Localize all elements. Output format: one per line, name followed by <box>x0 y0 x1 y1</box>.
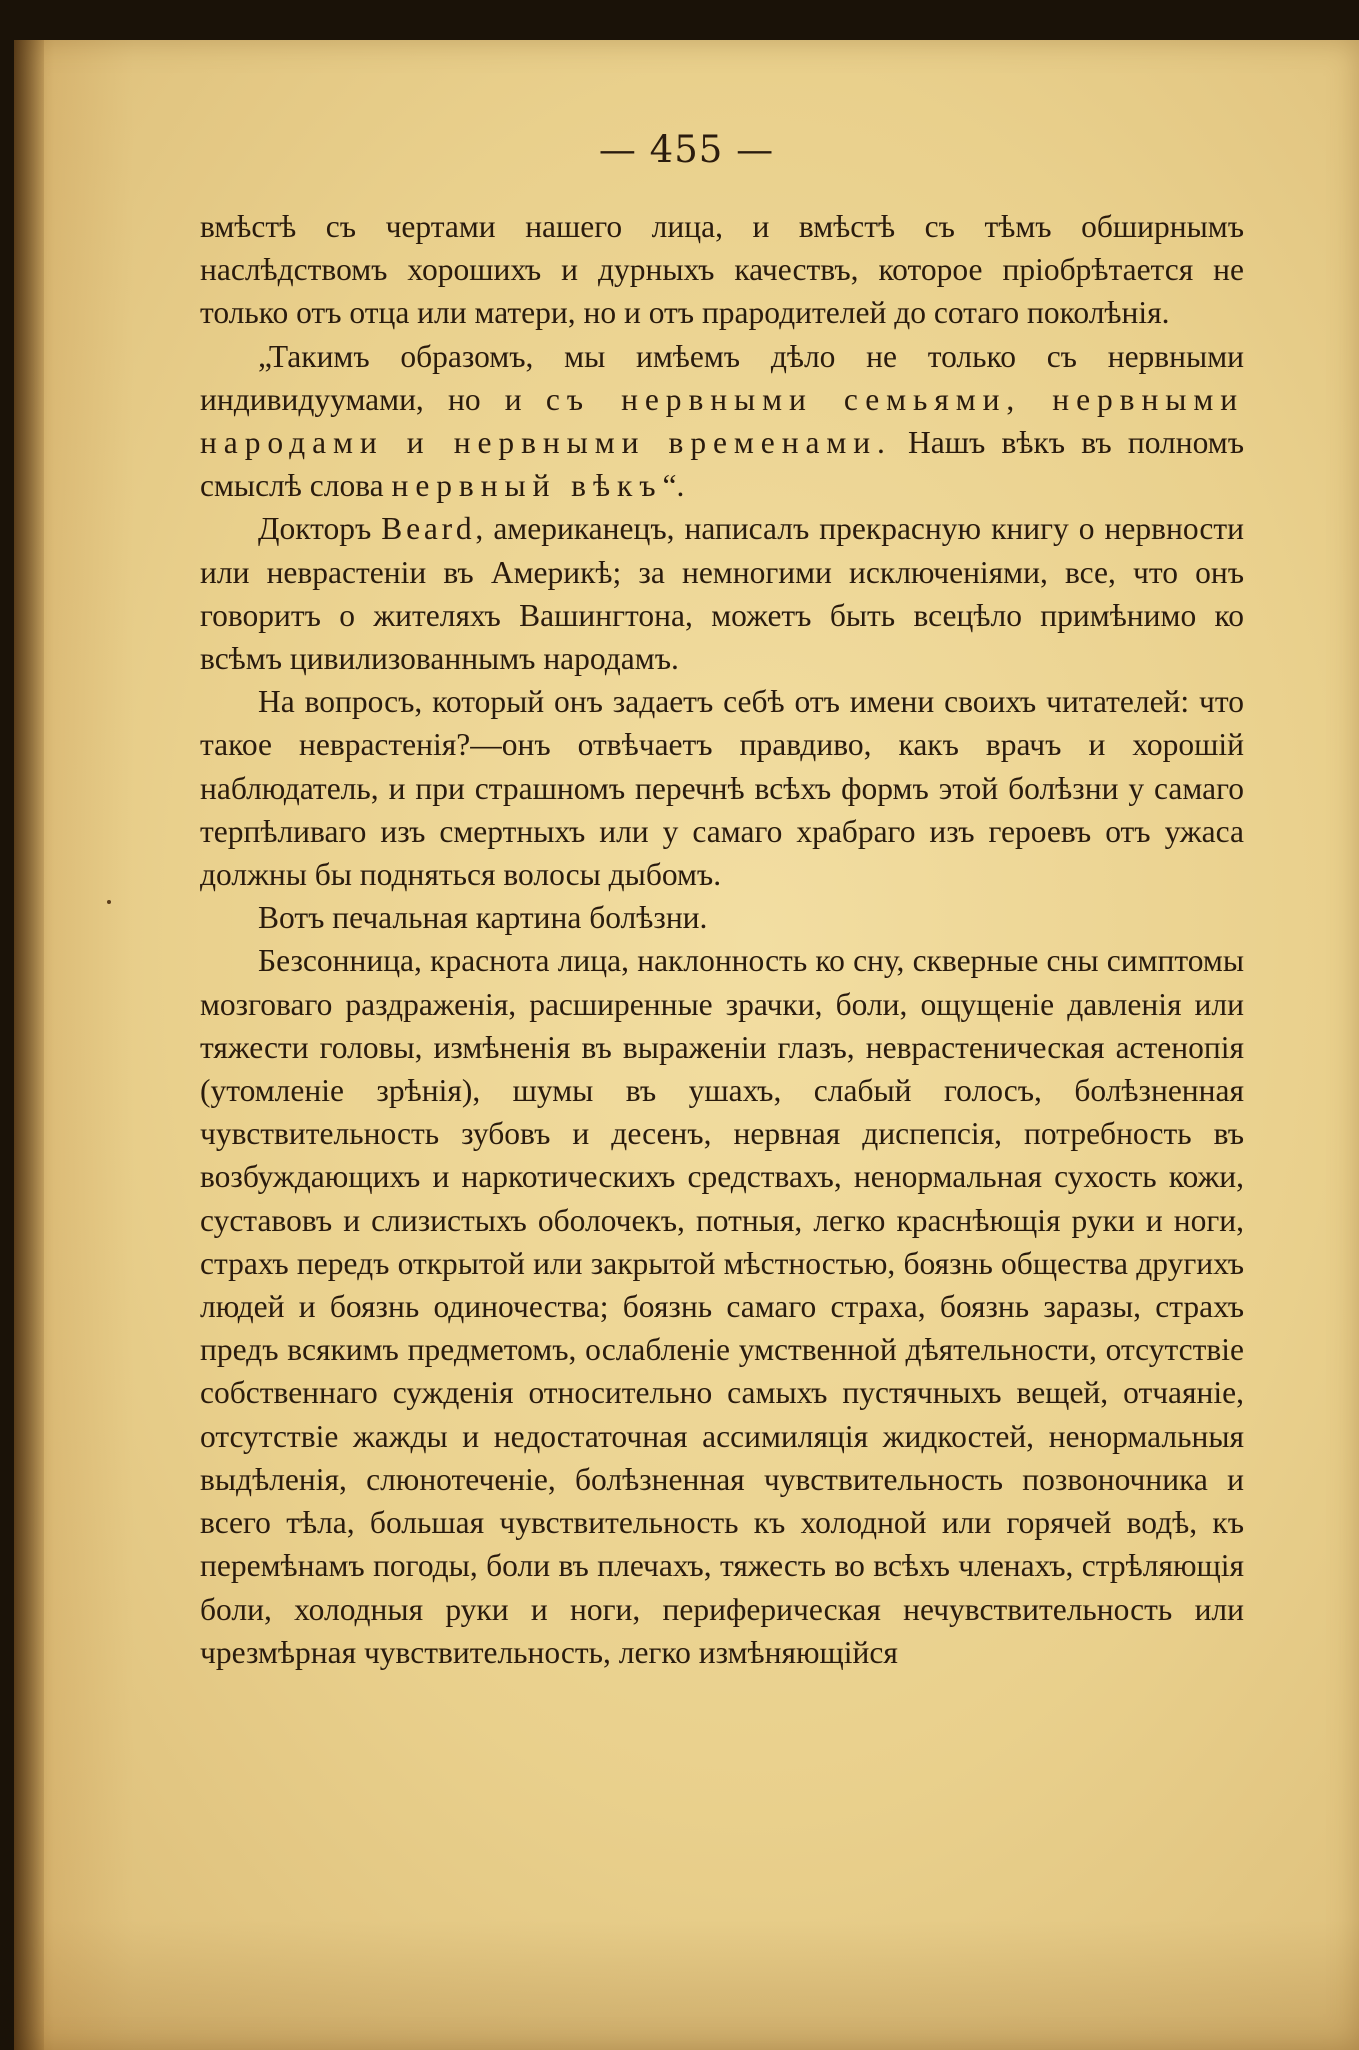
paragraph-text: Докторъ <box>258 511 382 547</box>
book-page <box>14 40 1359 2050</box>
page-spine-shadow <box>14 40 44 2050</box>
emphasized-text: нервный вѣкъ <box>391 468 663 504</box>
paragraph-text: “. <box>662 468 685 504</box>
paragraph-text: Вотъ печальная картина болѣзни. <box>258 900 708 936</box>
paragraph-text: На вопросъ, который онъ задаетъ себѣ отъ имени своихъ читателей: что такое неврастенія?—онъ отвѣчаетъ правдиво, какъ врачъ и хорошій наблюдатель, и при страшномъ перечнѣ всѣхъ формъ этой болѣзни у самаго терпѣливаго изъ смертныхъ или у самаго храбраго изъ героевъ отъ ужаса должны бы подняться волосы дыбомъ. <box>200 684 1244 893</box>
paragraph-text: , американецъ, написалъ прекрасную книгу о нервности или неврастеніи въ Америкѣ; за немногими исключеніями, все, что онъ говоритъ о жителяхъ Вашингтона, можетъ быть всецѣло примѣнимо ко всѣмъ цивилизованнымъ народамъ. <box>200 511 1245 677</box>
emphasized-text: съ нервными семьями, нервными народами и нервными временами. <box>200 381 1244 461</box>
paragraph-text: Нашъ вѣкъ въ полномъ смыслѣ слова <box>200 425 1244 504</box>
paragraph <box>200 680 1244 896</box>
paragraph <box>200 939 1244 1673</box>
page-number: — 455 — <box>598 128 775 171</box>
paragraph <box>200 507 1244 680</box>
paragraph <box>200 335 1244 508</box>
paragraph <box>200 896 1244 939</box>
body-text <box>200 205 1244 1674</box>
paragraph-text: „Такимъ образомъ, мы имѣемъ дѣло не только съ нервными индивидуумами, но и <box>200 338 1244 417</box>
paragraph-text: Безсонница, краснота лица, наклонность ко сну, скверные сны симптомы мозговаго раздраженія, расширенные зрачки, боли, ощущеніе давленія или тяжести головы, измѣненія въ выраженіи глазъ, неврастеническая астенопія (утомленіе зрѣнія), шумы въ ушахъ, слабый голосъ, болѣзненная чувствительность зубовъ и десенъ, нервная диспепсія, потребность въ возбуждающихъ и наркотическихъ средствахъ, ненормальная сухость кожи, суставовъ и слизистыхъ оболочекъ, потныя, легко краснѣющія руки и ноги, страхъ передъ открытой или закрытой мѣстностью, боязнь общества другихъ людей и боязнь одиночества; боязнь самаго страха, боязнь заразы, страхъ предъ всякимъ предметомъ, ослабленіе умственной дѣятельности, отсутствіе собственнаго сужденія относительно самыхъ пустячныхъ вещей, отчаяніе, отсутствіе жажды и недостаточная ассимиляція жидкостей, ненормальныя выдѣленія, слюнотеченіе, болѣзненная чувствительность позвоночника и всего тѣла, большая чувствительность къ холодной или горячей водѣ, къ перемѣнамъ погоды, боли въ плечахъ, тяжесть во всѣхъ членахъ, стрѣляющія боли, холодныя руки и ноги, периферическая нечувствительность или чрезмѣрная чувствительность, легко измѣняющійся <box>200 943 1244 1670</box>
paragraph <box>200 205 1244 335</box>
paragraph-text: вмѣстѣ съ чертами нашего лица, и вмѣстѣ съ тѣмъ обширнымъ наслѣдствомъ хорошихъ и дурныхъ качествъ, которое пріобрѣтается не только отъ отца или матери, но и отъ прародителей до сотаго поколѣнія. <box>200 209 1244 331</box>
paper-speck <box>107 900 111 904</box>
author-name: Beard <box>381 511 476 547</box>
